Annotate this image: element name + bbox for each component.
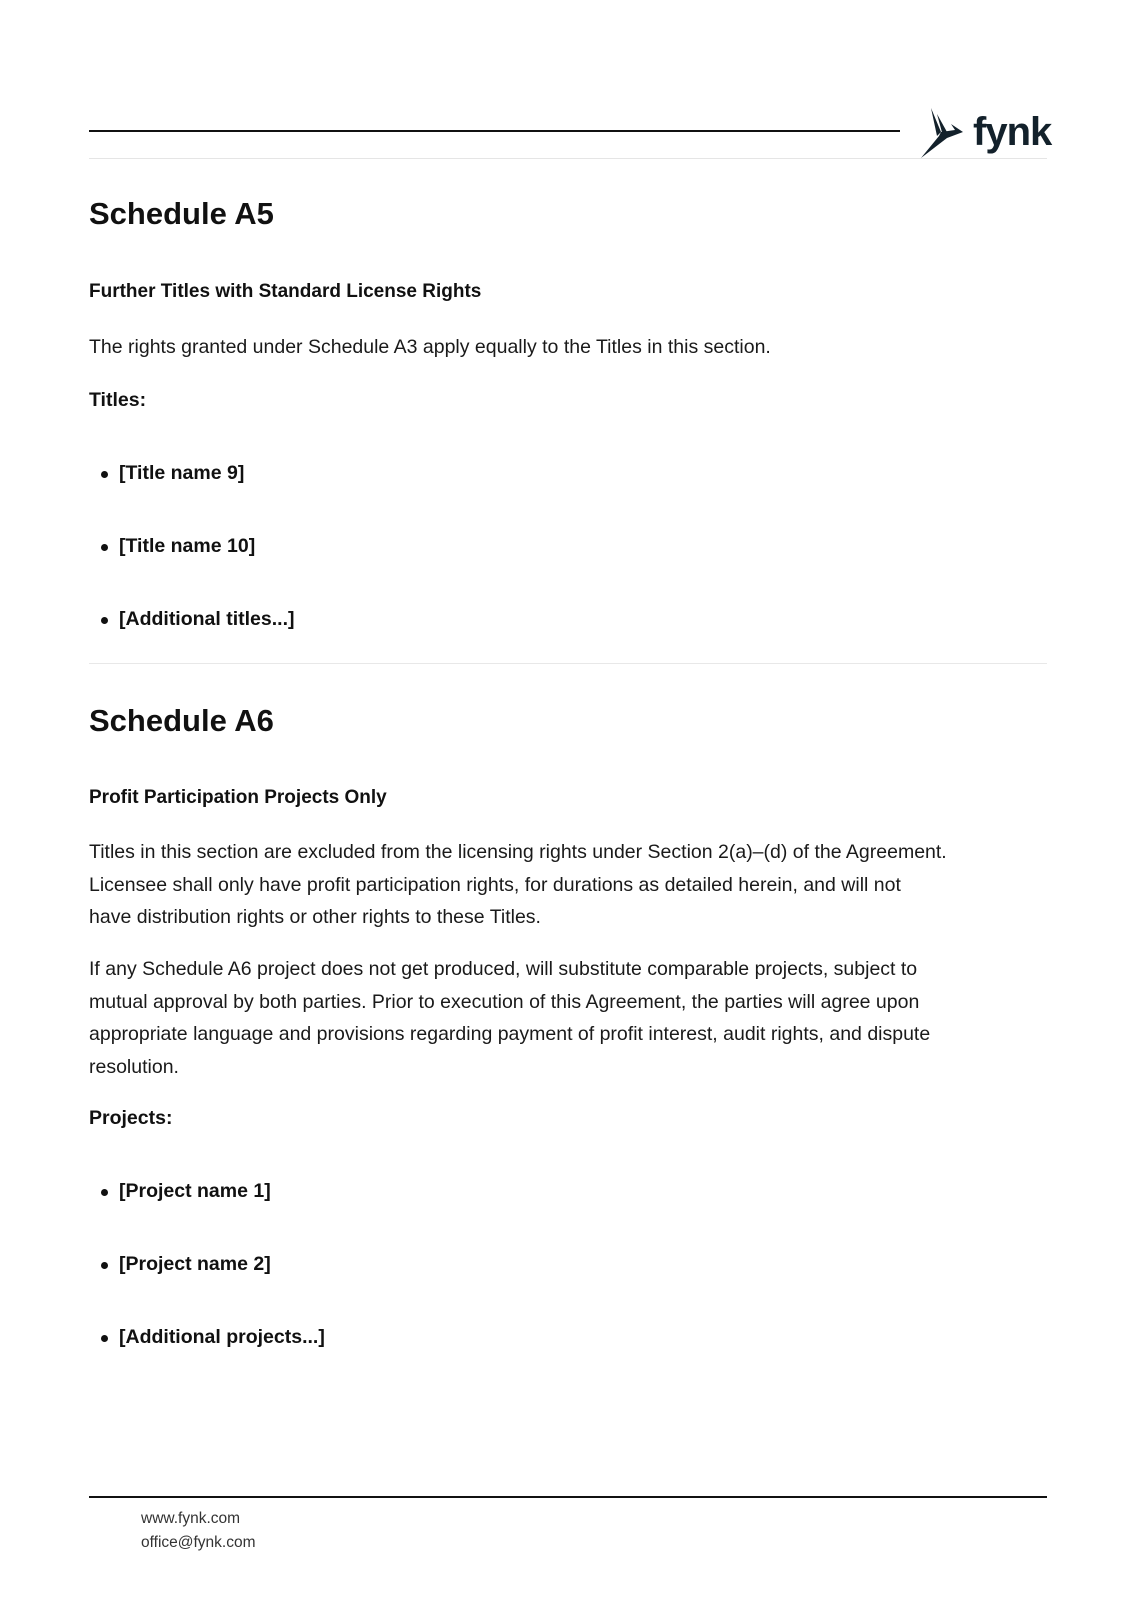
document-page (89, 0, 1052, 1600)
paragraph-line: Titles in this section are excluded from the licensing rights under Section 2(a)–(d) of the Agreement. (89, 841, 947, 863)
titles-label: Titles: (89, 389, 147, 411)
list-item (89, 1253, 1047, 1326)
schedule-a5-title: Schedule A5 (89, 196, 274, 231)
list-item-text: [Additional projects...] (119, 1326, 325, 1348)
schedule-a6-title: Schedule A6 (89, 703, 274, 738)
schedule-a6-label-wrap (89, 1107, 1047, 1130)
list-item (89, 608, 1047, 681)
list-item-text: [Title name 10] (119, 535, 256, 557)
paragraph-line: appropriate language and provisions regarding payment of profit interest, audit rights, and dispute (89, 1023, 931, 1045)
titles-list (89, 462, 1047, 681)
list-item (89, 1326, 1047, 1399)
bullet-icon (101, 471, 108, 478)
footer-website-link[interactable]: www.fynk.com (141, 1510, 241, 1527)
schedule-a5-label-wrap (89, 389, 1047, 412)
schedule-a6-paragraph-1 (89, 836, 1047, 934)
fynk-logo (917, 106, 1052, 160)
list-item-text: [Title name 9] (119, 462, 245, 484)
header-divider (89, 158, 1047, 159)
schedule-a5-paragraph: The rights granted under Schedule A3 apply equally to the Titles in this section. (89, 336, 771, 358)
schedule-a6-title-wrap (89, 703, 1047, 739)
list-item (89, 462, 1047, 535)
paragraph-line: mutual approval by both parties. Prior to execution of this Agreement, the parties will agree upon (89, 990, 920, 1013)
list-item (89, 535, 1047, 608)
schedule-a6-paragraph-2 (89, 953, 1047, 1083)
schedule-a5-section (89, 196, 1047, 232)
list-item-text: [Additional titles...] (119, 608, 295, 630)
list-item (89, 1180, 1047, 1253)
bullet-icon (101, 544, 108, 551)
paragraph-line: have distribution rights or other rights to these Titles. (89, 906, 541, 928)
bird-logo-icon (917, 106, 967, 160)
paragraph-line: If any Schedule A6 project does not get produced, will substitute comparable projects, subject to (89, 958, 918, 980)
paragraph-line: Licensee shall only have profit participation rights, for durations as detailed herein, and will not (89, 873, 901, 896)
paragraph-line: resolution. (89, 1055, 179, 1078)
header-rule (89, 130, 900, 132)
bullet-icon (101, 617, 108, 624)
schedule-a6-subtitle: Profit Participation Projects Only (89, 787, 387, 808)
schedule-a5-subtitle-wrap (89, 281, 1047, 303)
schedule-a5-subtitle: Further Titles with Standard License Rights (89, 281, 482, 302)
section-divider (89, 663, 1047, 664)
schedule-a6-subtitle-wrap (89, 787, 1047, 809)
projects-label: Projects: (89, 1107, 173, 1129)
titles-list-wrap (89, 462, 1047, 681)
footer-rule (89, 1496, 1047, 1498)
page-header (89, 100, 1052, 160)
list-item-text: [Project name 1] (119, 1180, 271, 1202)
projects-list (89, 1180, 1047, 1399)
schedule-a5-paragraph-wrap (89, 331, 1047, 364)
footer-email-link[interactable]: office@fynk.com (141, 1534, 256, 1551)
list-item-text: [Project name 2] (119, 1253, 271, 1275)
bullet-icon (101, 1189, 108, 1196)
logo-text: fynk (973, 110, 1052, 154)
bullet-icon (101, 1335, 108, 1342)
bullet-icon (101, 1262, 108, 1269)
page-footer (141, 1507, 256, 1555)
projects-list-wrap (89, 1180, 1047, 1399)
